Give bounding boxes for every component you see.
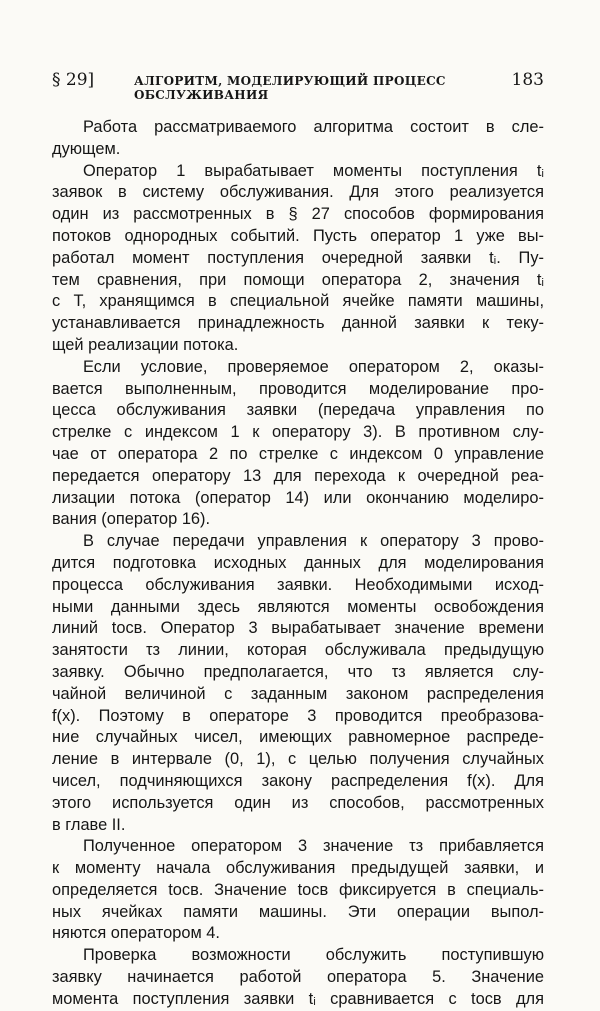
text-line: тем сравнения, при помощи оператора 2, значения tᵢ [52,270,544,289]
text-line: этого используется один из способов, рассмотренных [52,793,544,812]
text-line: чисел, подчиняющихся закону распределения f(x). Для [52,771,544,790]
running-header [52,70,544,102]
text-line: потоков однородных событий. Пусть оператор 1 уже вы- [52,226,544,245]
text-line: передается оператору 13 для перехода к очередной реа- [52,466,544,485]
text-line: В случае передачи управления к оператору 3 прово- [83,532,544,551]
text-line: вается выполненным, проводится моделирование про- [52,379,544,398]
text-line: ние случайных чисел, имеющих равномерное распреде- [52,728,544,747]
text-line: ление в интервале (0, 1), с целью получения случайных [52,750,544,769]
text-line: определяется tосв. Значение tосв фиксируется в специаль- [52,880,544,899]
text-line: лизации потока (оператор 14) или окончанию моделиро- [52,488,544,507]
text-line: Работа рассматриваемого алгоритма состоит в сле- [83,118,544,136]
text-line: f(x). Поэтому в операторе 3 проводится преобразова- [52,706,544,725]
text-line: Если условие, проверяемое оператором 2, оказы- [83,357,544,376]
text-line: дится подготовка исходных данных для моделирования [52,553,544,572]
text-line: Полученное оператором 3 значение τз прибавляется [83,837,544,856]
text-line: Проверка возможности обслужить поступившую [83,946,544,965]
text-line: с T, хранящимся в специальной ячейке памяти машины, [52,292,544,311]
text-line: чайной величиной с заданным законом распределения [52,684,544,703]
body-text [52,117,544,1011]
text-line: заявку начинается работой оператора 5. Значение [52,968,544,987]
text-line: щей реализации потока. [52,335,239,354]
text-line: вания (оператор 16). [52,510,211,529]
chapter-title: АЛГОРИТМ, МОДЕЛИРУЮЩИЙ ПРОЦЕСС ОБСЛУЖИВАНИЯ [134,74,446,102]
text-line: дующем. [52,139,121,158]
text-line: один из рассмотренных в § 27 способов формирования [52,205,544,224]
text-line: заявку. Обычно предполагается, что τз является слу- [52,662,544,681]
text-line: линий tосв. Оператор 3 вырабатывает значение времени [52,619,544,638]
text-line: работал момент поступления очередной заявки tᵢ. Пу- [52,248,544,267]
text-line: Оператор 1 вырабатывает моменты поступления tᵢ [83,161,544,180]
text-line: устанавливается принадлежность данной заявки к теку- [52,314,544,333]
text-line: в главе II. [52,815,126,834]
text-line: ных ячейках памяти машины. Эти операции выпол- [52,902,544,921]
page-number: 183 [511,70,544,90]
text-line: стрелке с индексом 1 к оператору 3). В противном слу- [52,423,544,442]
section-number: § 29] [52,70,95,90]
text-line: чае от оператора 2 по стрелке с индексом 0 управление [52,444,544,463]
text-line: к моменту начала обслуживания предыдущей заявки, и [52,859,544,878]
text-line: няются оператором 4. [52,924,220,943]
text-line: ными данными здесь являются моменты освобождения [52,597,544,616]
text-line: цесса обслуживания заявки (передача управления по [52,401,544,420]
text-line: заявок в систему обслуживания. Для этого реализуется [52,183,544,202]
text-line: момента поступления заявки tᵢ сравнивается с tосв для [52,989,544,1008]
text-line: процесса обслуживания заявки. Необходимыми исход- [52,575,544,594]
text-line: занятости τз линии, которая обслуживала предыдущую [52,641,544,660]
